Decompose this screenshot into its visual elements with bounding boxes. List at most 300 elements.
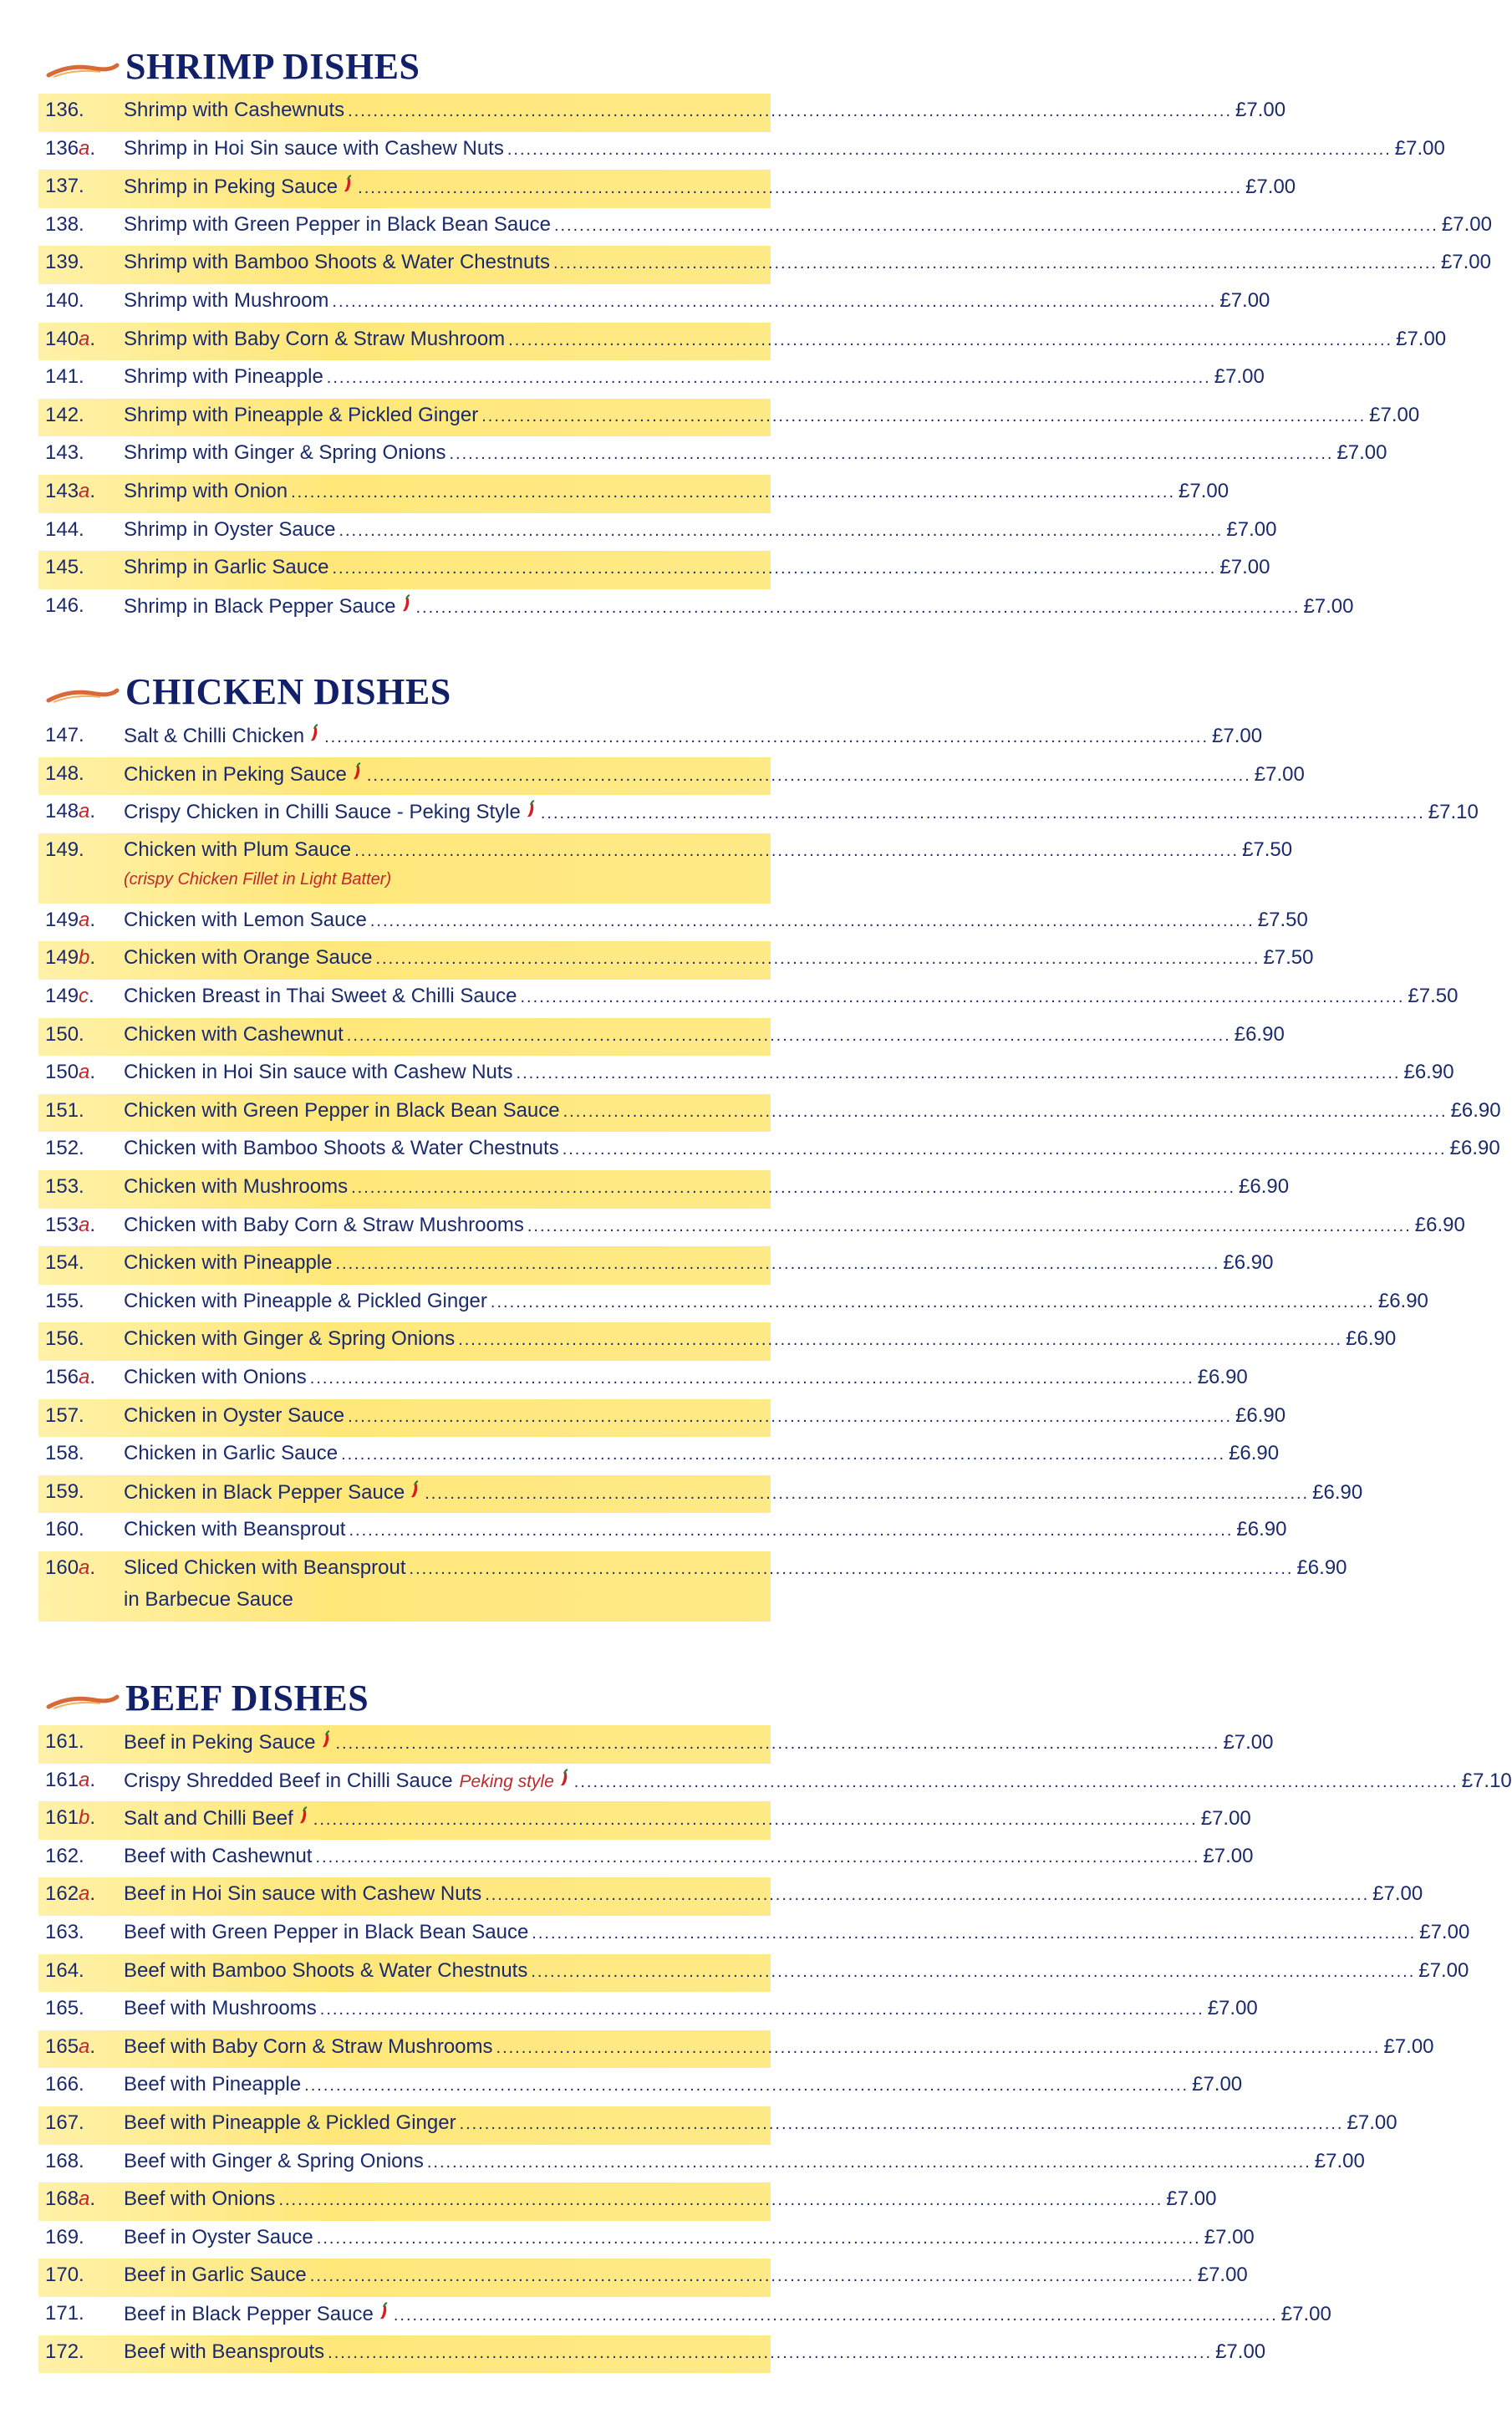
dot-leader: ............................................................................................................................................	[507, 140, 1392, 159]
dish-number-suffix: a	[79, 327, 90, 350]
dish-number-value: 148	[45, 800, 79, 823]
dish-number-value: 160	[45, 1556, 79, 1579]
dish-name: Shrimp with Green Pepper in Black Bean Sauce	[124, 212, 551, 236]
dish-number-suffix: b	[79, 946, 90, 970]
dish-number	[45, 2073, 122, 2096]
dish-number-suffix: a	[79, 1556, 90, 1579]
dish-number-value: 170	[45, 2264, 79, 2287]
dish-price: £7.00	[1192, 2073, 1243, 2096]
dish-price: £7.00	[1207, 1997, 1258, 2020]
dish-number-dot: .	[79, 441, 84, 465]
dish-name: Chicken with Plum Sauce	[124, 838, 352, 861]
dish-number	[45, 1480, 122, 1504]
dish-price: £7.00	[1254, 762, 1305, 786]
dish-line	[124, 1251, 1274, 1278]
dish-name: Chicken with Mushrooms	[124, 1174, 349, 1198]
dish-name: Shrimp with Baby Corn & Straw Mushroom	[124, 327, 506, 350]
dish-name: Beef with Onions	[124, 2187, 276, 2211]
dot-leader: ............................................................................................................................................	[315, 1847, 1200, 1866]
dish-number-value: 158	[45, 1442, 79, 1465]
dish-line	[124, 946, 1314, 973]
dish-price: £6.90	[1234, 1022, 1285, 1046]
dish-number-suffix: c	[79, 984, 89, 1007]
dot-leader: ............................................................................................................................................	[562, 1140, 1447, 1159]
dish-number-value: 165	[45, 1997, 79, 2020]
dish-row	[38, 2297, 1331, 2335]
dish-price: £6.90	[1312, 1480, 1363, 1504]
dish-price: £7.00	[1347, 2111, 1397, 2134]
dish-row	[38, 1551, 1347, 1622]
dish-price: £7.00	[1372, 1882, 1423, 1906]
dish-number-dot: .	[79, 2073, 84, 2096]
dish-number-value: 171	[45, 2301, 79, 2325]
dish-line	[124, 908, 1308, 935]
dish-number-suffix: a	[79, 1213, 90, 1236]
dish-line	[124, 1403, 1286, 1431]
chili-pepper-icon	[410, 1480, 421, 1499]
dish-price: £6.90	[1239, 1174, 1290, 1198]
dish-price: £6.90	[1450, 1098, 1501, 1122]
dish-price: £7.00	[1203, 1844, 1254, 1867]
dish-name: Shrimp in Oyster Sauce	[124, 517, 336, 541]
dot-leader: ............................................................................................................................................	[278, 2191, 1163, 2210]
dish-number-value: 153	[45, 1213, 79, 1236]
dot-leader: ............................................................................................................................................	[458, 1331, 1343, 1350]
dish-line	[124, 1442, 1280, 1469]
dish-number-value: 156	[45, 1327, 79, 1351]
dish-price: £7.50	[1257, 908, 1308, 931]
dish-line	[124, 2225, 1255, 2253]
dot-leader: ............................................................................................................................................	[335, 1734, 1220, 1753]
dish-number-value: 166	[45, 2073, 79, 2096]
dish-price: £7.00	[1336, 441, 1387, 465]
dish-number-dot: .	[79, 99, 84, 121]
dot-leader: ............................................................................................................................................	[393, 2305, 1278, 2325]
dish-number-suffix: a	[79, 479, 90, 502]
dish-line	[124, 2264, 1248, 2290]
dish-number-value: 152	[45, 1137, 79, 1160]
dish-number-value: 136	[45, 99, 79, 121]
dish-number-dot: .	[89, 908, 96, 931]
dish-name: Crispy Chicken in Chilli Sauce - Peking Style	[124, 801, 521, 824]
dish-number-value: 161	[45, 1768, 79, 1791]
dish-row	[38, 589, 1354, 628]
dish-number-dot: .	[79, 1251, 84, 1275]
dish-number	[45, 1327, 122, 1351]
dish-line	[124, 838, 1293, 865]
dish-number-value: 143	[45, 479, 79, 502]
section-beef	[0, 1675, 1512, 2373]
dish-number	[45, 289, 122, 313]
dish-number-dot: .	[89, 1768, 96, 1791]
dish-line	[124, 1480, 1363, 1507]
dish-price: £7.00	[1166, 2187, 1217, 2211]
dish-price: £7.50	[1263, 946, 1314, 970]
dish-number	[45, 1290, 122, 1313]
dish-price: £6.90	[1449, 1137, 1500, 1160]
dish-row	[38, 1285, 1428, 1323]
dot-leader: ............................................................................................................................................	[358, 179, 1243, 198]
dot-leader: ............................................................................................................................................	[326, 369, 1211, 388]
dish-name: Beef in Garlic Sauce	[124, 2264, 307, 2287]
dish-name: Shrimp in Garlic Sauce	[124, 556, 329, 579]
dish-number-dot: .	[89, 1365, 96, 1388]
dish-row	[38, 1916, 1470, 1954]
dish-name: Chicken with Onions	[124, 1365, 307, 1388]
dish-name: Beef with Mushrooms	[124, 1997, 317, 2020]
dish-row	[38, 94, 1286, 132]
dish-number	[45, 518, 122, 542]
dish-line	[124, 984, 1459, 1011]
dish-price: £7.00	[1418, 1958, 1469, 1982]
dish-line	[124, 212, 1492, 240]
dot-leader: ............................................................................................................................................	[309, 2267, 1194, 2286]
chili-swirl-icon	[45, 59, 120, 84]
dish-number-dot: .	[79, 288, 84, 312]
dish-number-value: 168	[45, 2149, 79, 2172]
dish-name: Chicken with Orange Sauce	[124, 946, 373, 970]
dish-number-value: 148	[45, 761, 79, 785]
dish-price: £7.00	[1280, 2302, 1331, 2325]
dish-number-dot: .	[79, 1997, 84, 2020]
dish-number-dot: .	[79, 1327, 84, 1351]
dish-number-dot: .	[79, 365, 84, 389]
dish-number	[45, 594, 122, 618]
dish-price: £7.00	[1394, 136, 1445, 160]
dish-row	[38, 208, 1492, 247]
dish-row	[38, 1437, 1280, 1475]
dish-name: Shrimp in Black Pepper Sauce	[124, 594, 396, 618]
dish-line	[124, 1061, 1454, 1087]
dish-number-dot: .	[89, 327, 96, 350]
dot-leader: ............................................................................................................................................	[531, 1962, 1416, 1981]
dish-number	[45, 556, 122, 579]
dot-leader: ............................................................................................................................................	[324, 728, 1209, 746]
chili-pepper-icon	[526, 800, 537, 818]
dish-name: Beef in Oyster Sauce	[124, 2225, 313, 2248]
dish-line	[124, 403, 1420, 430]
dish-number	[45, 251, 122, 274]
chili-pepper-icon	[343, 175, 354, 193]
dish-number	[45, 328, 122, 351]
dish-list	[0, 1725, 1512, 2373]
dish-number-dot: .	[79, 2225, 84, 2248]
dish-line	[124, 2111, 1397, 2138]
dish-price: £7.00	[1235, 99, 1286, 121]
dot-leader: ............................................................................................................................................	[425, 1484, 1310, 1503]
dish-number	[45, 985, 122, 1008]
dot-leader: ............................................................................................................................................	[328, 2343, 1213, 2362]
dish-price: £6.90	[1403, 1061, 1454, 1084]
chili-pepper-icon	[379, 2302, 390, 2320]
dot-leader: ............................................................................................................................................	[573, 1772, 1459, 1791]
dish-name: Shrimp with Onion	[124, 479, 288, 502]
dish-line	[124, 327, 1447, 354]
dish-number	[45, 1769, 122, 1792]
dish-price: £7.00	[1200, 1807, 1251, 1831]
dish-name: Beef in Peking Sauce	[124, 1731, 316, 1754]
dish-number-dot: .	[79, 2111, 84, 2134]
dish-row	[38, 1209, 1465, 1247]
dish-number-value: 151	[45, 1098, 79, 1122]
dish-row	[38, 719, 1263, 757]
dish-name: Shrimp with Pineapple & Pickled Ginger	[124, 403, 479, 426]
dish-number	[45, 1251, 122, 1275]
section-shrimp	[0, 43, 1492, 627]
dish-line	[124, 1556, 1347, 1583]
dish-number-dot: .	[89, 1061, 96, 1084]
dish-line	[124, 1174, 1290, 1202]
dish-number-dot: .	[79, 1403, 84, 1427]
dish-row	[38, 1399, 1286, 1438]
dish-number-suffix: a	[79, 1882, 90, 1906]
dish-name: Chicken in Black Pepper Sauce	[124, 1480, 405, 1504]
dish-line	[124, 762, 1305, 789]
dish-row	[38, 2030, 1434, 2069]
chili-pepper-icon	[298, 1806, 310, 1825]
dish-row	[38, 284, 1270, 323]
dish-row	[38, 833, 1293, 904]
dish-number-dot: .	[79, 403, 84, 426]
dish-name: Chicken with Lemon Sauce	[124, 908, 367, 931]
dish-number-value: 149	[45, 946, 79, 970]
dish-row	[38, 1170, 1290, 1209]
dish-price: £7.50	[1408, 984, 1459, 1007]
dish-row	[38, 2335, 1266, 2374]
dish-name: Beef with Baby Corn & Straw Mushrooms	[124, 2035, 493, 2058]
dish-name: Salt and Chilli Beef	[124, 1807, 293, 1831]
dot-leader: ............................................................................................................................................	[354, 841, 1240, 860]
chili-swirl-icon	[45, 684, 120, 709]
dish-number-value: 139	[45, 251, 79, 274]
dish-row	[38, 1801, 1251, 1840]
dish-name: Shrimp with Bamboo Shoots & Water Chestnuts	[124, 251, 550, 274]
dish-number-value: 146	[45, 593, 79, 617]
dish-name: Crispy Shredded Beef in Chilli Sauce	[124, 1769, 453, 1792]
dish-line	[124, 479, 1229, 507]
dish-name: Shrimp with Mushroom	[124, 288, 329, 312]
dish-line	[124, 1806, 1251, 1833]
dish-price: £7.00	[1226, 517, 1277, 541]
dish-line	[124, 1022, 1285, 1050]
dish-number-dot: .	[89, 1556, 96, 1579]
dish-row	[38, 2068, 1243, 2106]
dish-number-value: 161	[45, 1730, 79, 1753]
dish-name-line2: in Barbecue Sauce	[124, 1587, 293, 1611]
dish-number-value: 150	[45, 1061, 79, 1084]
dish-name: Shrimp with Pineapple	[124, 365, 323, 389]
dish-row	[38, 1877, 1423, 1916]
dot-leader: ............................................................................................................................................	[348, 1407, 1233, 1426]
dish-number-value: 145	[45, 556, 79, 579]
dish-line	[124, 136, 1445, 164]
dish-line	[124, 1844, 1254, 1872]
chili-swirl-icon	[45, 1690, 120, 1715]
dish-number	[45, 762, 122, 786]
dish-name: Chicken with Pineapple & Pickled Ginger	[124, 1289, 487, 1312]
dish-price: £7.00	[1219, 288, 1270, 312]
dish-list	[0, 94, 1492, 627]
dish-number	[45, 838, 122, 862]
dish-number	[45, 99, 122, 122]
dish-row	[38, 2106, 1397, 2145]
chili-pepper-icon	[401, 594, 413, 613]
dish-number-dot: .	[79, 1920, 84, 1943]
dish-name: Salt & Chilli Chicken	[124, 725, 305, 747]
dish-number-suffix: a	[79, 1768, 90, 1791]
dish-number-dot: .	[89, 136, 96, 160]
dish-row	[38, 1322, 1397, 1361]
dish-price: £7.00	[1383, 2035, 1434, 2058]
dish-line	[124, 1098, 1501, 1126]
dish-number-value: 161	[45, 1806, 79, 1830]
dish-name: Chicken with Cashewnut	[124, 1022, 344, 1046]
dish-name: Chicken in Garlic Sauce	[124, 1442, 339, 1465]
dish-row	[38, 551, 1270, 589]
dish-line	[124, 1327, 1397, 1354]
dish-line	[124, 1920, 1470, 1948]
dot-leader: ............................................................................................................................................	[348, 102, 1233, 120]
dish-number-dot: .	[79, 1730, 84, 1753]
dish-price: £6.90	[1235, 1403, 1286, 1427]
dish-number	[45, 1137, 122, 1160]
dish-number	[45, 909, 122, 932]
dish-number-value: 168	[45, 2187, 79, 2211]
dish-name: Chicken Breast in Thai Sweet & Chilli Sauce	[124, 984, 517, 1007]
dish-price: £6.90	[1296, 1556, 1347, 1579]
dot-leader: ............................................................................................................................................	[366, 766, 1251, 785]
dot-leader: ............................................................................................................................................	[349, 1521, 1234, 1541]
dish-line	[124, 441, 1387, 468]
dish-row	[38, 1954, 1469, 1993]
dish-name: Shrimp with Cashewnuts	[124, 99, 345, 121]
dot-leader: ............................................................................................................................................	[553, 216, 1438, 235]
dish-number-value: 141	[45, 365, 79, 389]
dish-price: £7.00	[1245, 176, 1296, 199]
dish-number-dot: .	[79, 1442, 84, 1465]
dish-number-dot: .	[89, 984, 94, 1007]
dish-number-dot: .	[79, 1289, 84, 1312]
dish-number-dot: .	[79, 1844, 84, 1867]
dish-number-dot: .	[79, 1479, 84, 1503]
dish-price: £7.50	[1242, 838, 1293, 861]
dish-number-value: 137	[45, 175, 79, 198]
dish-number-dot: .	[89, 2035, 96, 2058]
dish-row	[38, 246, 1491, 284]
dish-number-value: 167	[45, 2111, 79, 2134]
dish-price: £7.10	[1461, 1769, 1512, 1792]
dot-leader: ............................................................................................................................................	[520, 987, 1405, 1006]
dot-leader: ............................................................................................................................................	[341, 1445, 1226, 1464]
dish-subnote: (crispy Chicken Fillet in Light Batter)	[124, 869, 392, 889]
dot-leader: ............................................................................................................................................	[449, 445, 1334, 464]
dot-leader: ............................................................................................................................................	[553, 254, 1438, 273]
dish-line	[124, 724, 1263, 751]
dish-price: £7.00	[1440, 251, 1491, 274]
dish-line	[124, 2340, 1266, 2367]
dish-number-value: 147	[45, 724, 79, 746]
dish-name: Sliced Chicken with Beansprout	[124, 1556, 406, 1579]
dot-leader: ............................................................................................................................................	[426, 2152, 1311, 2172]
dish-row	[38, 980, 1459, 1018]
dish-line	[124, 1213, 1465, 1240]
dish-row	[38, 513, 1277, 552]
dish-number-suffix: b	[79, 1806, 90, 1830]
dish-name: Chicken with Green Pepper in Black Bean Sauce	[124, 1098, 560, 1122]
dot-leader: ............................................................................................................................................	[304, 2076, 1189, 2096]
dish-number-value: 136	[45, 136, 79, 160]
dish-line	[124, 2187, 1217, 2214]
dish-number	[45, 1061, 122, 1084]
dish-number-suffix: a	[79, 1061, 90, 1084]
dish-number	[45, 2264, 122, 2287]
dish-price: £7.00	[1441, 212, 1492, 236]
dish-row	[38, 1840, 1254, 1878]
dish-number	[45, 213, 122, 237]
dish-row	[38, 1094, 1501, 1133]
dish-number	[45, 1997, 122, 2020]
dot-leader: ............................................................................................................................................	[516, 1064, 1401, 1083]
dish-number-dot: .	[79, 2264, 84, 2287]
dot-leader: ............................................................................................................................................	[563, 1102, 1448, 1121]
dish-list	[0, 719, 1501, 1622]
dot-leader: ............................................................................................................................................	[316, 2228, 1201, 2248]
dish-number-value: 162	[45, 1882, 79, 1906]
dot-leader: ............................................................................................................................................	[309, 1368, 1194, 1388]
dish-number	[45, 1214, 122, 1237]
dish-price: £7.00	[1419, 1920, 1470, 1943]
dish-number-dot: .	[79, 593, 84, 617]
dish-row	[38, 1725, 1274, 1764]
dish-line	[124, 517, 1277, 545]
chili-pepper-icon	[309, 724, 321, 742]
dish-name: Chicken with Pineapple	[124, 1251, 333, 1275]
dish-row	[38, 1018, 1285, 1057]
dish-number-dot: .	[79, 761, 84, 785]
dish-name: Beef in Hoi Sin sauce with Cashew Nuts	[124, 1882, 482, 1906]
dish-number-value: 150	[45, 1022, 79, 1046]
dish-price: £7.00	[1314, 2149, 1365, 2172]
dish-price: £7.00	[1179, 479, 1229, 502]
dish-price: £6.90	[1377, 1289, 1428, 1312]
dish-line	[124, 2149, 1365, 2177]
dish-number	[45, 1882, 122, 1906]
dot-leader: ............................................................................................................................................	[485, 1886, 1370, 1905]
dish-price: £7.00	[1223, 1731, 1274, 1754]
dot-leader: ............................................................................................................................................	[332, 559, 1217, 578]
dish-number-value: 169	[45, 2225, 79, 2248]
dish-number-dot: .	[79, 517, 84, 541]
dish-number-value: 149	[45, 838, 79, 861]
dish-row	[38, 2221, 1255, 2259]
dish-name: Beef with Cashewnut	[124, 1844, 313, 1867]
dish-price: £6.90	[1346, 1327, 1397, 1351]
dish-name: Beef with Ginger & Spring Onions	[124, 2149, 424, 2172]
section-title: CHICKEN DISHES	[125, 671, 451, 712]
dish-number-value: 163	[45, 1920, 79, 1943]
dish-number	[45, 175, 122, 198]
section-title: SHRIMP DISHES	[125, 46, 420, 87]
dish-line	[124, 1958, 1469, 1986]
dish-number-suffix: a	[79, 1365, 90, 1388]
chili-pepper-icon	[559, 1769, 571, 1787]
dot-leader: ............................................................................................................................................	[291, 482, 1176, 502]
dish-row	[38, 360, 1265, 399]
dish-line	[124, 1997, 1258, 2024]
dish-number-value: 155	[45, 1289, 79, 1312]
dish-name: Chicken in Hoi Sin sauce with Cashew Nuts	[124, 1061, 513, 1084]
dish-number-value: 144	[45, 517, 79, 541]
